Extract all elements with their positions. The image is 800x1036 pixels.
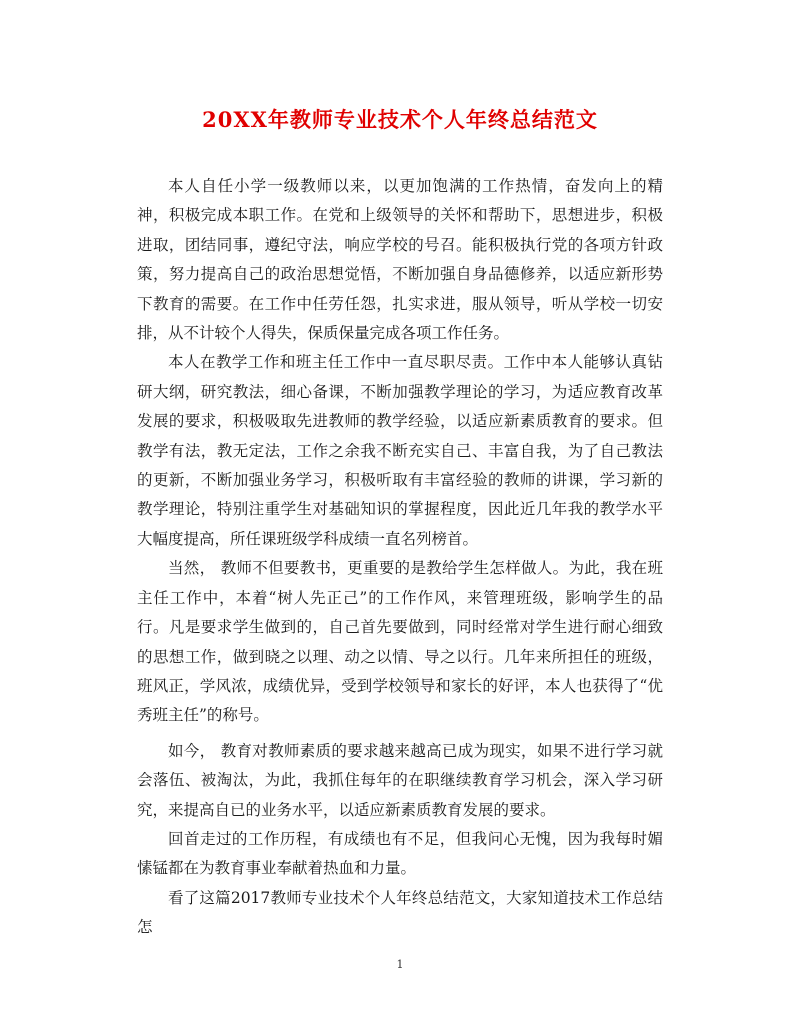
document-body: [137, 172, 663, 943]
paragraph-3: 当然， 教师不但要教书，更重要的是教给学生怎样做人。为此，我在班主任工作中，本着“树人先正己”的工作作风，来管理班级，影响学生的品行。凡是要求学生做到的，自己首先要做到，同时经常对学生进行耐心细致的思想工作，做到晓之以理、动之以情、导之以行。几年来所担任的班级，班风正，学风浓，成绩优异，受到学校领导和家长的好评，本人也获得了“优秀班主任”的称号。: [137, 559, 663, 725]
page-number: 1: [396, 958, 404, 971]
paragraph-1: 本人自任小学一级教师以来，以更加饱满的工作热情，奋发向上的精神，积极完成本职工作。在党和上级领导的关怀和帮助下，思想进步，积极进取，团结同事，遵纪守法，响应学校的号召。能积极执行党的各项方针政策，努力提高自己的政治思想觉悟，不断加强自身品德修养，以适应新形势下教育的需要。在工作中任劳任怨，扎实求进，服从领导，听从学校一切安排，从不计较个人得失，保质保量完成各项工作任务。: [137, 177, 663, 343]
paragraph-5: 回首走过的工作历程，有成绩也有不足，但我问心无愧，因为我每时媚愫锰都在为教育事业奉献着热血和力量。: [137, 829, 663, 878]
paragraph-4: 如今， 教育对教师素质的要求越来越高已成为现实，如果不进行学习就会落伍、被淘汰，为此，我抓住每年的在职继续教育学习机会，深入学习研究，来提高自已的业务水平，以适应新素质教育发展的要求。: [137, 741, 663, 819]
paragraph-2: 本人在教学工作和班主任工作中一直尽职尽责。工作中本人能够认真钻研大纲，研究教法，细心备课，不断加强教学理论的学习，为适应教育改革发展的要求，积极吸取先进教师的教学经验，以适应新素质教育的要求。但教学有法，教无定法，工作之余我不断充实自己、丰富自我，为了自己教法的更新，不断加强业务学习，积极听取有丰富经验的教师的讲课，学习新的教学理论，特别注重学生对基础知识的掌握程度，因此近几年我的教学水平大幅度提高，所任课班级学科成绩一直名列榜首。: [137, 353, 663, 548]
paragraph-6: 看了这篇2017教师专业技术个人年终总结范文，大家知道技术工作总结怎: [137, 888, 663, 937]
document-title: 20XX年教师专业技术个人年终总结范文: [202, 107, 598, 132]
